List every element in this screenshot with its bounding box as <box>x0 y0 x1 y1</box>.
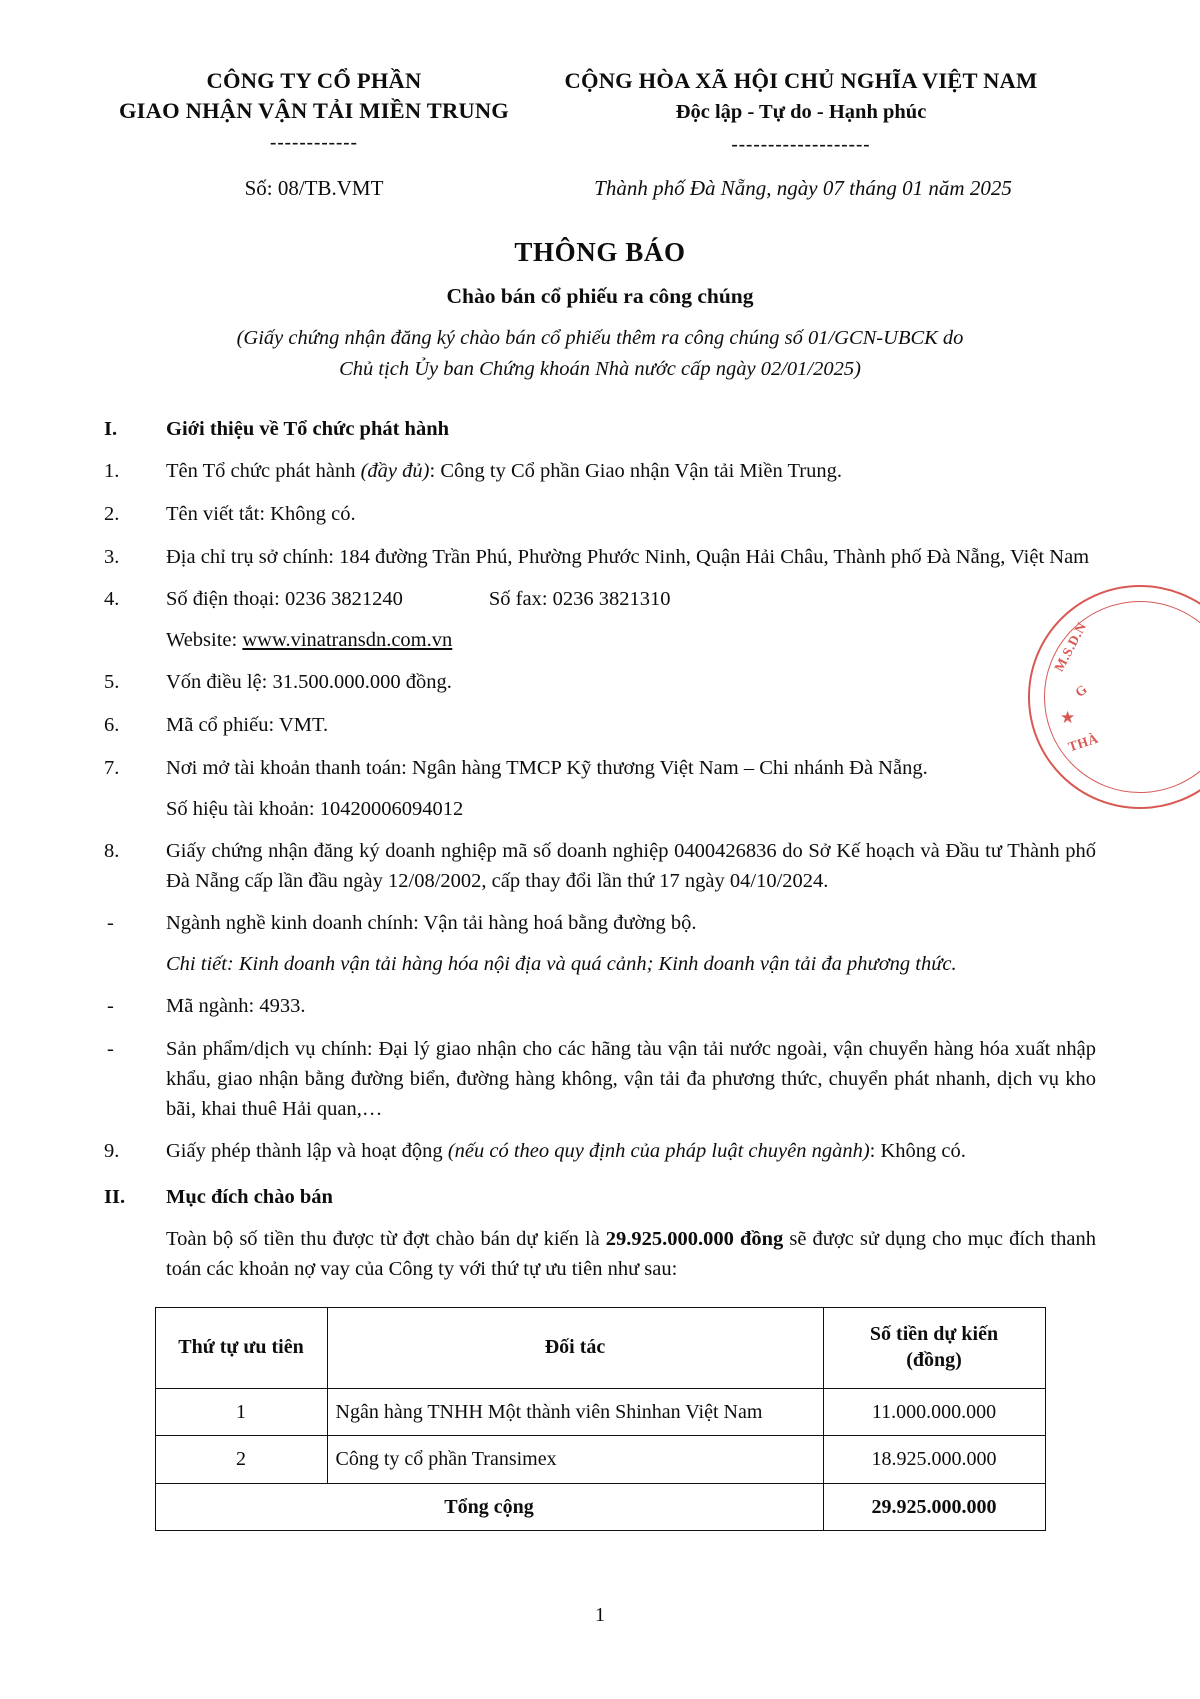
place-and-date: Thành phố Đà Nẵng, ngày 07 tháng 01 năm 2025 <box>594 176 1012 201</box>
allocation-table <box>155 1307 1046 1532</box>
dash-item <box>104 992 1096 1022</box>
section-one-numeral: I. <box>104 417 118 440</box>
dash-item <box>104 1035 1096 1124</box>
seal-text-top: M.S.D.N <box>1051 619 1090 674</box>
document-body <box>104 415 1096 1532</box>
page-title: THÔNG BÁO <box>514 237 686 268</box>
cell-amount: 18.925.000.000 <box>823 1436 1045 1484</box>
item1-pre: Tên Tổ chức phát hành <box>166 460 361 483</box>
dash-marker: - <box>107 995 114 1018</box>
website-url[interactable]: www.vinatransdn.com.vn <box>242 629 453 652</box>
section-one-title: Giới thiệu về Tổ chức phát hành <box>166 417 449 440</box>
bank-account-number: Số hiệu tài khoản: 10420006094012 <box>166 797 464 820</box>
fax-text: Số fax: 0236 3821310 <box>488 588 671 611</box>
list-item <box>104 457 1096 487</box>
list-item-number: 2. <box>104 502 120 525</box>
table-row <box>155 1436 1045 1484</box>
page-number: 1 <box>595 1604 605 1626</box>
section-two-numeral: II. <box>104 1185 126 1208</box>
allocation-table-wrapper <box>104 1307 1096 1532</box>
seal-star-icon: ★ <box>1060 708 1076 727</box>
list-item <box>104 500 1096 530</box>
list-item-text <box>166 457 1096 487</box>
item9-italic: (nếu có theo quy định của pháp luật chuyên ngành) <box>447 1140 870 1163</box>
cell-partner: Ngân hàng TNHH Một thành viên Shinhan Việt Nam <box>327 1388 823 1436</box>
cell-priority: 1 <box>155 1388 327 1436</box>
national-divider: ------------------- <box>731 135 871 155</box>
col-header-partner: Đối tác <box>327 1307 823 1388</box>
company-name-line1: CÔNG TY CỔ PHẦN <box>206 68 422 93</box>
purpose-paragraph <box>166 1225 1096 1284</box>
issuer-header-block <box>104 66 514 152</box>
national-title: CỘNG HÒA XÃ HỘI CHỦ NGHĨA VIỆT NAM <box>564 68 1038 93</box>
table-total-row <box>155 1483 1045 1531</box>
cell-priority: 2 <box>155 1436 327 1484</box>
table-head <box>155 1307 1045 1388</box>
list-item-number: 9. <box>104 1140 120 1163</box>
item9-pre: Giấy phép thành lập và hoạt động <box>166 1140 448 1163</box>
list-item-number: 1. <box>104 460 120 483</box>
table-body <box>155 1388 1045 1531</box>
col-header-amount <box>823 1307 1045 1388</box>
col-header-amount-line2: (đồng) <box>906 1348 962 1371</box>
list-item-number: 7. <box>104 756 120 779</box>
national-header-block <box>514 66 1096 154</box>
page-subtitle: Chào bán cổ phiếu ra công chúng <box>446 284 754 309</box>
item9-post: : Không có. <box>869 1140 966 1163</box>
cell-amount: 11.000.000.000 <box>823 1388 1045 1436</box>
list-item-number: 5. <box>104 671 120 694</box>
total-label: Tổng cộng <box>155 1483 823 1531</box>
list-item <box>104 585 1096 615</box>
section-one-heading <box>104 415 1096 444</box>
list-item-number: 8. <box>104 839 120 862</box>
item1-post: : Công ty Cổ phần Giao nhận Vận tải Miền Trung. <box>429 460 842 483</box>
seal-text-bottom: THÀ <box>1066 730 1101 755</box>
section-two-paragraph <box>104 1225 1096 1284</box>
company-name-line2: GIAO NHẬN VẬN TẢI MIỀN TRUNG <box>118 97 510 123</box>
col-header-amount-line1: Số tiền dự kiến <box>869 1323 999 1346</box>
list-item <box>104 754 1096 784</box>
dash-item-text: Mã ngành: 4933. <box>166 995 306 1018</box>
dash-item <box>104 909 1096 939</box>
list-item-number: 6. <box>104 714 120 737</box>
national-motto: Độc lập - Tự do - Hạnh phúc <box>675 100 927 123</box>
title-note-line2: Chủ tịch Ủy ban Chứng khoán Nhà nước cấp ngày 02/01/2025) <box>339 358 861 381</box>
website-line <box>166 626 1096 655</box>
list-item-text <box>166 1137 1096 1167</box>
list-item <box>104 837 1096 896</box>
section-two-title: Mục đích chào bán <box>166 1185 333 1208</box>
phone-text: Số điện thoại: 0236 3821240 <box>166 588 403 611</box>
table-header-row <box>155 1307 1045 1388</box>
list-item-text <box>166 585 1096 615</box>
document-header <box>104 66 1096 154</box>
dash-marker: - <box>107 1038 114 1061</box>
list-item-number: 3. <box>104 545 120 568</box>
title-block <box>104 237 1096 385</box>
title-note <box>104 323 1096 385</box>
list-item <box>104 708 1096 741</box>
list-item-text: Địa chỉ trụ sở chính: 184 đường Trần Phú, Phường Phước Ninh, Quận Hải Châu, Thành phố Đà Nẵng, Việt Nam <box>166 545 1090 568</box>
item1-italic: (đầy đủ) <box>360 460 430 483</box>
table-row <box>155 1388 1045 1436</box>
list-item-text: Vốn điều lệ: 31.500.000.000 đồng. <box>166 671 452 694</box>
cell-partner: Công ty cổ phần Transimex <box>327 1436 823 1484</box>
dash-item-text: Ngành nghề kinh doanh chính: Vận tải hàng hoá bằng đường bộ. <box>166 912 697 935</box>
dash-marker: - <box>107 912 114 935</box>
section-two-heading <box>104 1183 1096 1212</box>
purpose-amount: 29.925.000.000 đồng <box>605 1228 784 1251</box>
title-note-line1: (Giấy chứng nhận đăng ký chào bán cổ phiếu thêm ra công chúng số 01/GCN-UBCK do <box>236 327 964 350</box>
dash-item-text: Sản phẩm/dịch vụ chính: Đại lý giao nhận cho các hãng tàu vận tải nước ngoài, vận chuyển hàng hóa xuất nhập khẩu, giao nhận bằng đường biển, đường hàng không, vận tải đa phương thức, chuyển phát nhanh, dịch vụ kho bãi, khai thuê Hải quan,… <box>166 1038 1096 1120</box>
company-divider: ------------ <box>270 133 358 153</box>
list-item <box>104 668 1096 698</box>
list-item-text: Mã cổ phiếu: VMT. <box>166 714 329 737</box>
list-item <box>104 1137 1096 1167</box>
list-item <box>104 543 1096 573</box>
purpose-pre: Toàn bộ số tiền thu được từ đợt chào bán dự kiến là <box>166 1228 606 1251</box>
list-item-number: 4. <box>104 588 120 611</box>
list-item-text: Giấy chứng nhận đăng ký doanh nghiệp mã số doanh nghiệp 0400426836 do Sở Kế hoạch và Đầu tư Thành phố Đà Nẵng cấp lần đầu ngày 12/08/2002, cấp thay đổi lần thứ 17 ngày 04/10/2024. <box>166 839 1096 892</box>
document-number: Số: 08/TB.VMT <box>244 176 384 201</box>
seal-text-mid: G <box>1072 681 1091 700</box>
col-header-priority: Thứ tự ưu tiên <box>155 1307 327 1388</box>
total-amount: 29.925.000.000 <box>823 1483 1045 1531</box>
list-item-text: Tên viết tắt: Không có. <box>166 502 356 525</box>
paragraph-indent <box>104 1225 166 1284</box>
purpose-post: sẽ được sử dụng cho mục đích thanh toán các khoản nợ vay của Công ty với thứ tự ưu tiên như sau: <box>166 1228 1096 1280</box>
business-detail-note: Chi tiết: Kinh doanh vận tải hàng hóa nội địa và quá cảnh; Kinh doanh vận tải đa phương thức. <box>166 953 957 976</box>
list-item-text: Nơi mở tài khoản thanh toán: Ngân hàng TMCP Kỹ thương Việt Nam – Chi nhánh Đà Nẵng. <box>166 756 928 779</box>
document-subheader <box>104 176 1096 201</box>
website-label: Website: <box>166 629 243 652</box>
